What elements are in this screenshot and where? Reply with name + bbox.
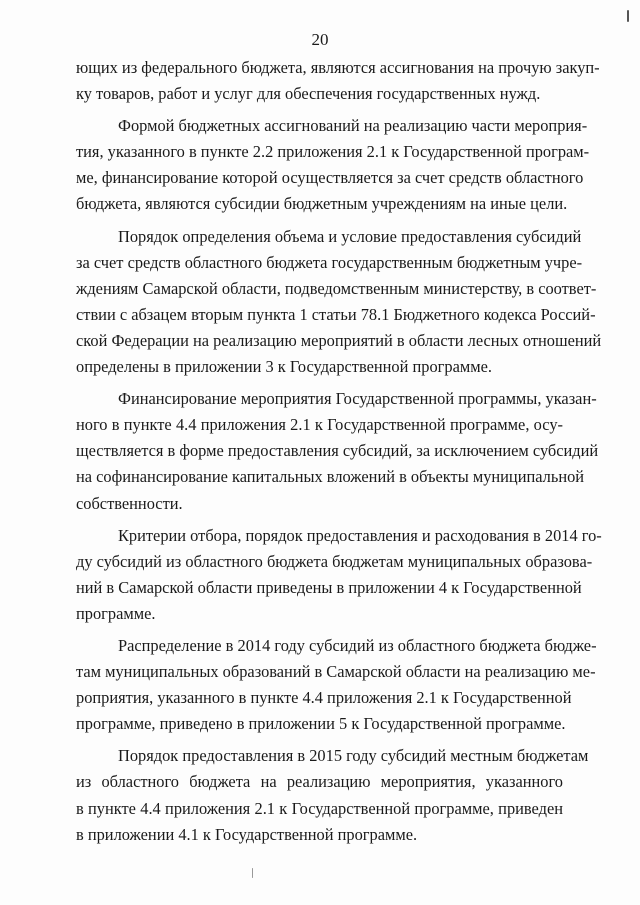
- text-line: роприятия, указанного в пункте 4.4 приложения 2.1 к Государственной: [76, 688, 572, 708]
- text-line: ду субсидий из областного бюджета бюджетам муниципальных образова-: [76, 551, 593, 571]
- paragraph: [76, 113, 590, 217]
- text-line: Порядок определения объема и условие предоставления субсидий: [118, 226, 582, 246]
- text-line: Финансирование мероприятия Государственной программы, указан-: [118, 389, 597, 409]
- text-line: из областного бюджета на реализацию мероприятия, указанного: [76, 772, 563, 792]
- text-line: ществляется в форме предоставления субсидий, за исключением субсидий: [76, 441, 599, 461]
- text-line: ний в Самарской области приведены в приложении 4 к Государственной: [76, 577, 582, 597]
- text-line: Распределение в 2014 году субсидий из областного бюджета бюдже-: [118, 635, 597, 655]
- text-line: в пункте 4.4 приложения 2.1 к Государственной программе, приведен: [76, 798, 563, 818]
- text-line: ного в пункте 4.4 приложения 2.1 к Государственной программе, осу-: [76, 415, 563, 435]
- text-line: ющих из федерального бюджета, являются ассигнования на прочую закуп-: [76, 58, 600, 77]
- text-line: в приложении 4.1 к Государственной программе.: [76, 824, 418, 844]
- paragraph: [76, 743, 589, 847]
- scan-speck: [627, 10, 629, 22]
- page-number: 20: [311, 30, 329, 49]
- text-line: ствии с абзацем вторым пункта 1 статьи 78.1 Бюджетного кодекса Россий-: [76, 304, 596, 324]
- text-line: за счет средств областного бюджета государственным бюджетным учре-: [76, 252, 583, 272]
- paragraph: [76, 386, 599, 516]
- text-line: программе, приведено в приложении 5 к Государственной программе.: [76, 714, 566, 734]
- scan-speck: [252, 868, 253, 878]
- text-line: на софинансирование капитальных вложений в объекты муниципальной: [76, 467, 585, 487]
- text-line: Формой бюджетных ассигнований на реализацию части мероприя-: [118, 116, 588, 136]
- text-line: там муниципальных образований в Самарской области на реализацию ме-: [76, 662, 596, 682]
- text-line: Критерии отбора, порядок предоставления и расходования в 2014 го-: [118, 525, 602, 545]
- text-line: определены в приложении 3 к Государственной программе.: [76, 357, 492, 377]
- text-line: ме, финансирование которой осуществляется за счет средств областного: [76, 168, 584, 188]
- text-line: Порядок предоставления в 2015 году субсидий местным бюджетам: [118, 746, 589, 766]
- text-line: собственности.: [76, 493, 183, 513]
- document-body: [76, 55, 602, 848]
- paragraph: [76, 55, 600, 107]
- text-line: тия, указанного в пункте 2.2 приложения 2.1 к Государственной програм-: [76, 142, 590, 162]
- text-line: программе.: [76, 603, 156, 623]
- paragraph: [76, 224, 602, 381]
- paragraph: [76, 523, 602, 627]
- paragraph: [76, 633, 597, 737]
- text-line: ской Федерации на реализацию мероприятий в области лесных отношений: [76, 330, 602, 350]
- text-line: ку товаров, работ и услуг для обеспечения государственных нужд.: [76, 84, 541, 104]
- text-line: ждениям Самарской области, подведомственным министерству, в соответ-: [76, 278, 597, 298]
- text-line: бюджета, являются субсидии бюджетным учреждениям на иные цели.: [76, 194, 568, 214]
